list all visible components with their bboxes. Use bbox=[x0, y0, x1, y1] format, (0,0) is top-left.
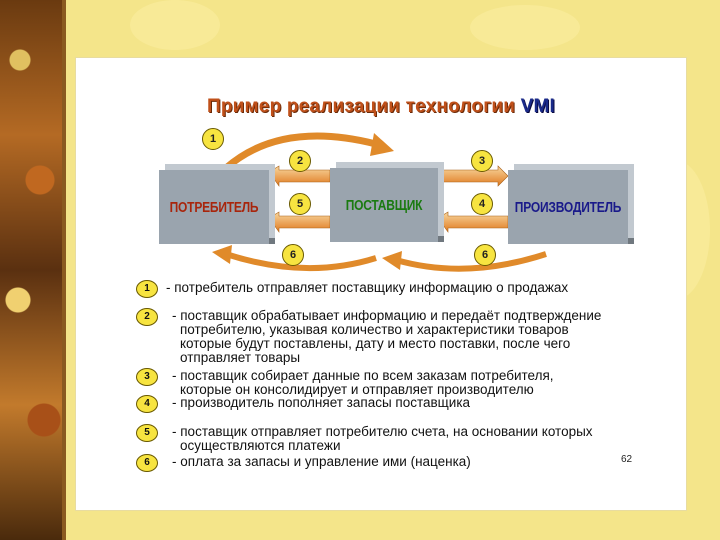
step-marker: 6 bbox=[474, 244, 496, 266]
legend-text: отправляет товары bbox=[180, 350, 301, 365]
consumer-label: ПОТРЕБИТЕЛЬ bbox=[169, 198, 259, 216]
legend-text: которые будут поставлены, дату и место поставки, после чего bbox=[180, 336, 571, 351]
background-gear-decor bbox=[470, 5, 580, 50]
title-vmi: VMI bbox=[520, 96, 555, 117]
consumer-box bbox=[159, 170, 269, 244]
decorative-left-band bbox=[0, 0, 62, 540]
step-marker: 5 bbox=[289, 193, 311, 215]
legend-text: - поставщик обрабатывает информацию и передаёт подтверждение bbox=[172, 308, 602, 323]
producer-box bbox=[508, 170, 628, 244]
legend-number: 6 bbox=[136, 454, 158, 472]
legend-text: - поставщик собирает данные по всем заказам потребителя, bbox=[172, 368, 554, 383]
page-number: 62 bbox=[621, 454, 633, 465]
producer-label: ПРОИЗВОДИТЕЛЬ bbox=[514, 198, 622, 216]
arrow-6-left-head bbox=[212, 245, 232, 264]
supplier-label: ПОСТАВЩИК bbox=[345, 196, 423, 214]
legend-text: которые он консолидирует и отправляет производителю bbox=[180, 382, 534, 397]
arrow-3 bbox=[438, 166, 508, 186]
step-marker: 6 bbox=[282, 244, 304, 266]
supplier-box bbox=[330, 168, 438, 242]
title-main: Пример реализации технологии bbox=[207, 96, 516, 117]
slide-content bbox=[76, 58, 686, 510]
legend-text: осуществляются платежи bbox=[180, 438, 341, 453]
legend-number: 4 bbox=[136, 395, 158, 413]
legend-text: - поставщик отправляет потребителю счета, на основании которых bbox=[172, 424, 593, 439]
legend-number: 2 bbox=[136, 308, 158, 326]
arrow-6-right bbox=[396, 254, 546, 269]
legend-number: 5 bbox=[136, 424, 158, 442]
legend-text: - оплата за запасы и управление ими (наценка) bbox=[172, 454, 471, 469]
background-gear-decor bbox=[130, 0, 220, 50]
legend-text: - потребитель отправляет поставщику информацию о продажах bbox=[166, 280, 569, 295]
legend-number: 3 bbox=[136, 368, 158, 386]
arrow-1-head bbox=[370, 133, 394, 156]
step-marker: 3 bbox=[471, 150, 493, 172]
arrow-6-right-head bbox=[382, 251, 402, 270]
legend-text: потребителю, указывая количество и характеристики товаров bbox=[180, 322, 569, 337]
arrow-4 bbox=[438, 212, 508, 232]
legend-text: - производитель пополняет запасы поставщика bbox=[172, 395, 471, 410]
step-marker: 1 bbox=[202, 128, 224, 150]
step-marker: 4 bbox=[471, 193, 493, 215]
step-marker: 2 bbox=[289, 150, 311, 172]
decorative-band-edge bbox=[62, 0, 66, 540]
legend-number: 1 bbox=[136, 280, 158, 298]
arrow-5 bbox=[269, 212, 330, 232]
